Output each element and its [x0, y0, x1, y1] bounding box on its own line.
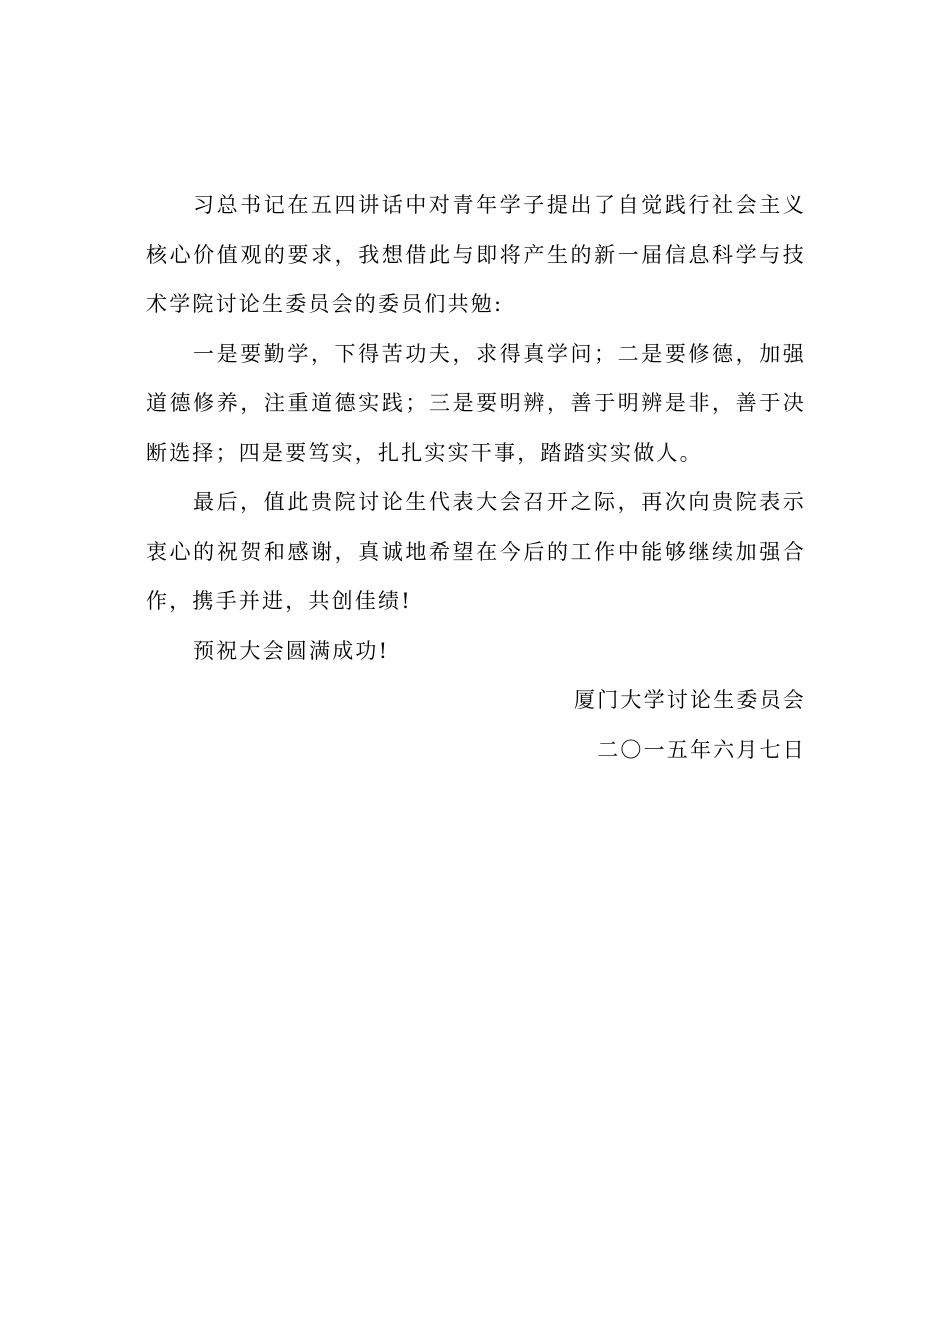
paragraph-congratulations: 最后，值此贵院讨论生代表大会召开之际，再次向贵院表示衷心的祝贺和感谢，真诚地希望在今后的工作中能够继续加强合作，携手并进，共创佳绩!: [146, 490, 806, 613]
signature-date: 二〇一五年六月七日: [597, 737, 806, 762]
paragraph-core-values: 习总书记在五四讲话中对青年学子提出了自觉践行社会主义核心价值观的要求，我想借此与即将产生的新一届信息科学与技术学院讨论生委员会的委员们共勉:: [146, 193, 806, 316]
signature-organization: 厦门大学讨论生委员会: [574, 688, 806, 712]
paragraph-closing-wish: 预祝大会圆满成功!: [193, 638, 390, 663]
paragraph-four-requirements: 一是要勤学，下得苦功夫，求得真学问；二是要修德，加强道德修养，注重道德实践；三是要明辨，善于明辨是非，善于决断选择；四是要笃实，扎扎实实干事，踏踏实实做人。: [146, 341, 806, 465]
letter-body: [146, 181, 806, 775]
